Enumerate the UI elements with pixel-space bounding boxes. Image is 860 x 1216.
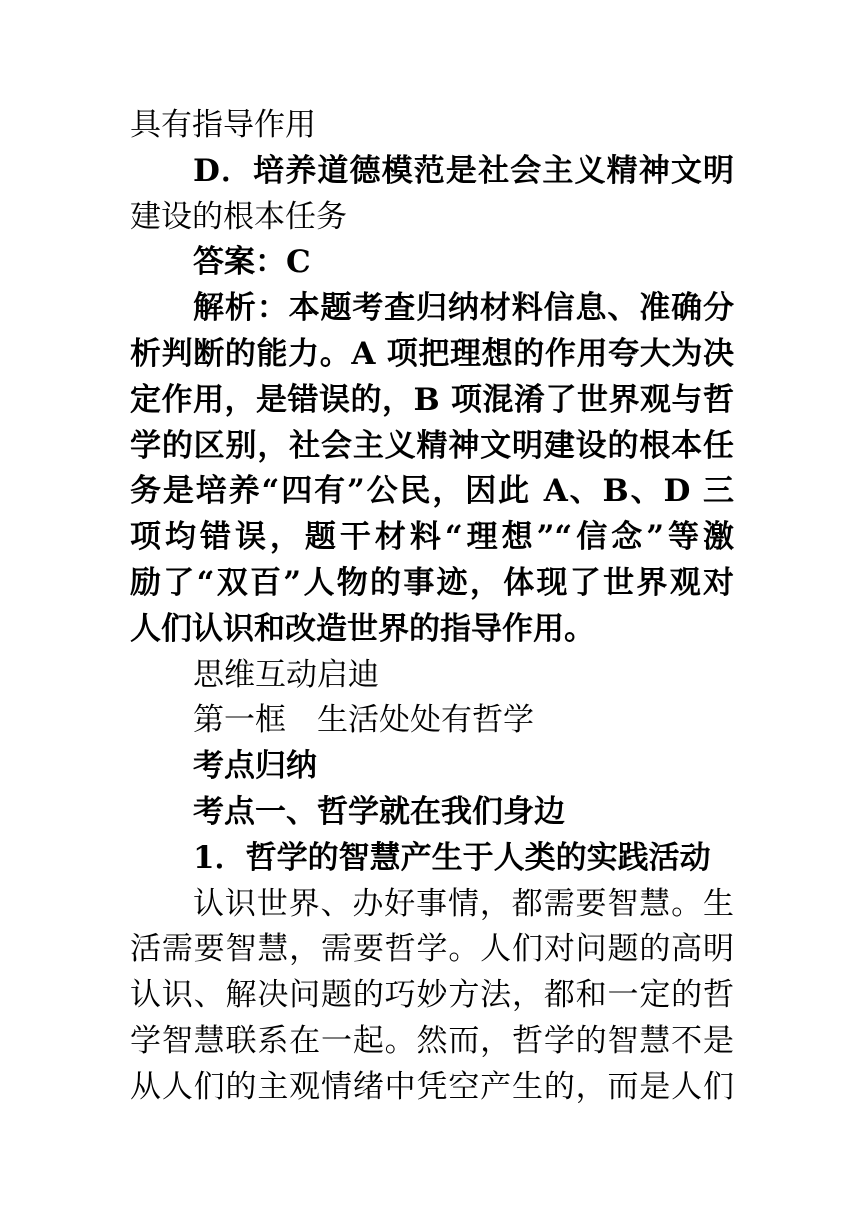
option-d: D．培养道德模范是社会主义精神文明 bbox=[193, 152, 734, 189]
analysis-line-7: 励了“双百”人物的事迹，体现了世界观对 bbox=[130, 564, 734, 601]
body-line-2: 活需要智慧，需要哲学。人们对问题的高明 bbox=[130, 931, 734, 968]
analysis-line-4: 学的区别，社会主义精神文明建设的根本任 bbox=[130, 427, 734, 464]
option-c-continuation: 具有指导作用 bbox=[130, 107, 316, 143]
body-line-5: 从人们的主观情绪中凭空产生的，而是人们 bbox=[130, 1068, 734, 1105]
analysis-line-5: 务是培养“四有”公民，因此 A、B、D 三 bbox=[130, 473, 734, 510]
key-points-heading: 考点归纳 bbox=[193, 748, 317, 785]
analysis-line-3: 定作用，是错误的，B 项混淆了世界观与哲 bbox=[130, 381, 734, 418]
key-point-one-heading: 考点一、哲学就在我们身边 bbox=[193, 793, 565, 830]
body-line-1: 认识世界、办好事情，都需要智慧。生 bbox=[193, 885, 734, 922]
point-1-heading: 1．哲学的智慧产生于人类的实践活动 bbox=[193, 839, 711, 876]
document-page bbox=[130, 103, 734, 1111]
analysis-line-1: 解析：本题考查归纳材料信息、准确分 bbox=[193, 290, 734, 327]
analysis-line-6: 项均错误，题干材料“理想”“信念”等激 bbox=[130, 519, 734, 556]
body-line-3: 认识、解决问题的巧妙方法，都和一定的哲 bbox=[130, 977, 734, 1014]
analysis-line-8: 人们认识和改造世界的指导作用。 bbox=[130, 610, 595, 647]
section-heading-thinking: 思维互动启迪 bbox=[193, 656, 379, 693]
option-d-continuation: 建设的根本任务 bbox=[130, 198, 347, 235]
analysis-line-2: 析判断的能力。A 项把理想的作用夸大为决 bbox=[130, 335, 734, 372]
lesson-title: 第一框 生活处处有哲学 bbox=[193, 702, 534, 739]
answer-line: 答案：C bbox=[193, 244, 311, 281]
body-line-4: 学智慧联系在一起。然而，哲学的智慧不是 bbox=[130, 1022, 734, 1059]
